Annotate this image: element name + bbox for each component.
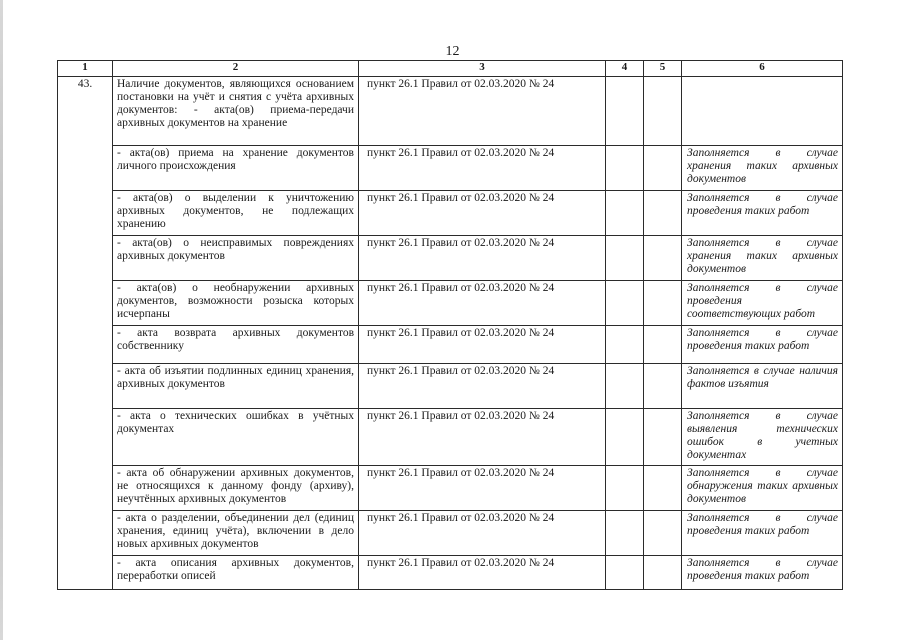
scan-edge [0, 0, 3, 640]
empty-cell [644, 191, 682, 236]
reference-cell: пункт 26.1 Правил от 02.03.2020 № 24 [359, 236, 606, 281]
reference-cell: пункт 26.1 Правил от 02.03.2020 № 24 [359, 77, 606, 146]
document-cell: - акта(ов) о выделении к уничтожению архивных документов, не подлежащих хранению [113, 191, 359, 236]
table-row [58, 364, 843, 409]
empty-cell [606, 409, 644, 466]
empty-cell [606, 556, 644, 590]
document-cell: - акта о разделении, объединении дел (единиц хранения, единиц учёта), включении в дело новых архивных документов [113, 511, 359, 556]
reference-cell: пункт 26.1 Правил от 02.03.2020 № 24 [359, 409, 606, 466]
note-cell: Заполняется в случае проведения соответствующих работ [682, 281, 843, 326]
reference-cell: пункт 26.1 Правил от 02.03.2020 № 24 [359, 364, 606, 409]
document-cell: - акта(ов) приема на хранение документов личного происхождения [113, 146, 359, 191]
empty-cell [644, 281, 682, 326]
empty-cell [606, 326, 644, 364]
empty-cell [606, 364, 644, 409]
document-cell: - акта об изъятии подлинных единиц хранения, архивных документов [113, 364, 359, 409]
note-cell: Заполняется в случае наличия фактов изъятия [682, 364, 843, 409]
table-row [58, 326, 843, 364]
reference-cell: пункт 26.1 Правил от 02.03.2020 № 24 [359, 326, 606, 364]
page-number: 12 [445, 44, 460, 59]
header-col-2: 2 [113, 61, 359, 77]
table-row [58, 236, 843, 281]
note-cell: Заполняется в случае хранения таких архивных документов [682, 236, 843, 281]
note-cell: Заполняется в случае проведения таких работ [682, 326, 843, 364]
document-cell: - акта возврата архивных документов собственнику [113, 326, 359, 364]
document-cell: - акта о технических ошибках в учётных документах [113, 409, 359, 466]
table-row [58, 511, 843, 556]
table-row [58, 191, 843, 236]
empty-cell [644, 556, 682, 590]
note-cell: Заполняется в случае проведения таких работ [682, 511, 843, 556]
note-cell: Заполняется в случае хранения таких архивных документов [682, 146, 843, 191]
empty-cell [606, 281, 644, 326]
row-number: 43. [58, 77, 113, 590]
document-cell: - акта описания архивных документов, переработки описей [113, 556, 359, 590]
empty-cell [644, 77, 682, 146]
reference-cell: пункт 26.1 Правил от 02.03.2020 № 24 [359, 511, 606, 556]
empty-cell [644, 364, 682, 409]
table-row [58, 466, 843, 511]
empty-cell [644, 146, 682, 191]
reference-cell: пункт 26.1 Правил от 02.03.2020 № 24 [359, 281, 606, 326]
empty-cell [606, 77, 644, 146]
reference-cell: пункт 26.1 Правил от 02.03.2020 № 24 [359, 466, 606, 511]
empty-cell [606, 236, 644, 281]
header-row [58, 61, 843, 77]
document-cell: Наличие документов, являющихся основанием постановки на учёт и снятия с учёта архивных документов: - акта(ов) приема-передачи архивных документов на хранение [113, 77, 359, 146]
empty-cell [644, 326, 682, 364]
empty-cell [606, 191, 644, 236]
empty-cell [606, 466, 644, 511]
empty-cell [644, 409, 682, 466]
table-row [58, 281, 843, 326]
header-col-6: 6 [682, 61, 843, 77]
table-row [58, 409, 843, 466]
document-cell: - акта(ов) о неисправимых повреждениях архивных документов [113, 236, 359, 281]
requirements-table [57, 60, 843, 590]
note-cell: Заполняется в случае обнаружения таких архивных документов [682, 466, 843, 511]
reference-cell: пункт 26.1 Правил от 02.03.2020 № 24 [359, 191, 606, 236]
empty-cell [644, 466, 682, 511]
empty-cell [606, 146, 644, 191]
note-cell: Заполняется в случае проведения таких работ [682, 556, 843, 590]
header-col-1: 1 [58, 61, 113, 77]
document-cell: - акта(ов) о необнаружении архивных документов, возможности розыска которых исчерпаны [113, 281, 359, 326]
note-cell: Заполняется в случае выявления технических ошибок в учетных документах [682, 409, 843, 466]
empty-cell [644, 236, 682, 281]
header-col-3: 3 [359, 61, 606, 77]
header-col-4: 4 [606, 61, 644, 77]
table-row [58, 556, 843, 590]
header-col-5: 5 [644, 61, 682, 77]
reference-cell: пункт 26.1 Правил от 02.03.2020 № 24 [359, 556, 606, 590]
table-row [58, 146, 843, 191]
empty-cell [644, 511, 682, 556]
empty-cell [606, 511, 644, 556]
document-cell: - акта об обнаружении архивных документов, не относящихся к данному фонду (архиву), неучтённых архивных документов [113, 466, 359, 511]
table-row [58, 77, 843, 146]
note-cell: Заполняется в случае проведения таких работ [682, 191, 843, 236]
reference-cell: пункт 26.1 Правил от 02.03.2020 № 24 [359, 146, 606, 191]
note-cell [682, 77, 843, 146]
